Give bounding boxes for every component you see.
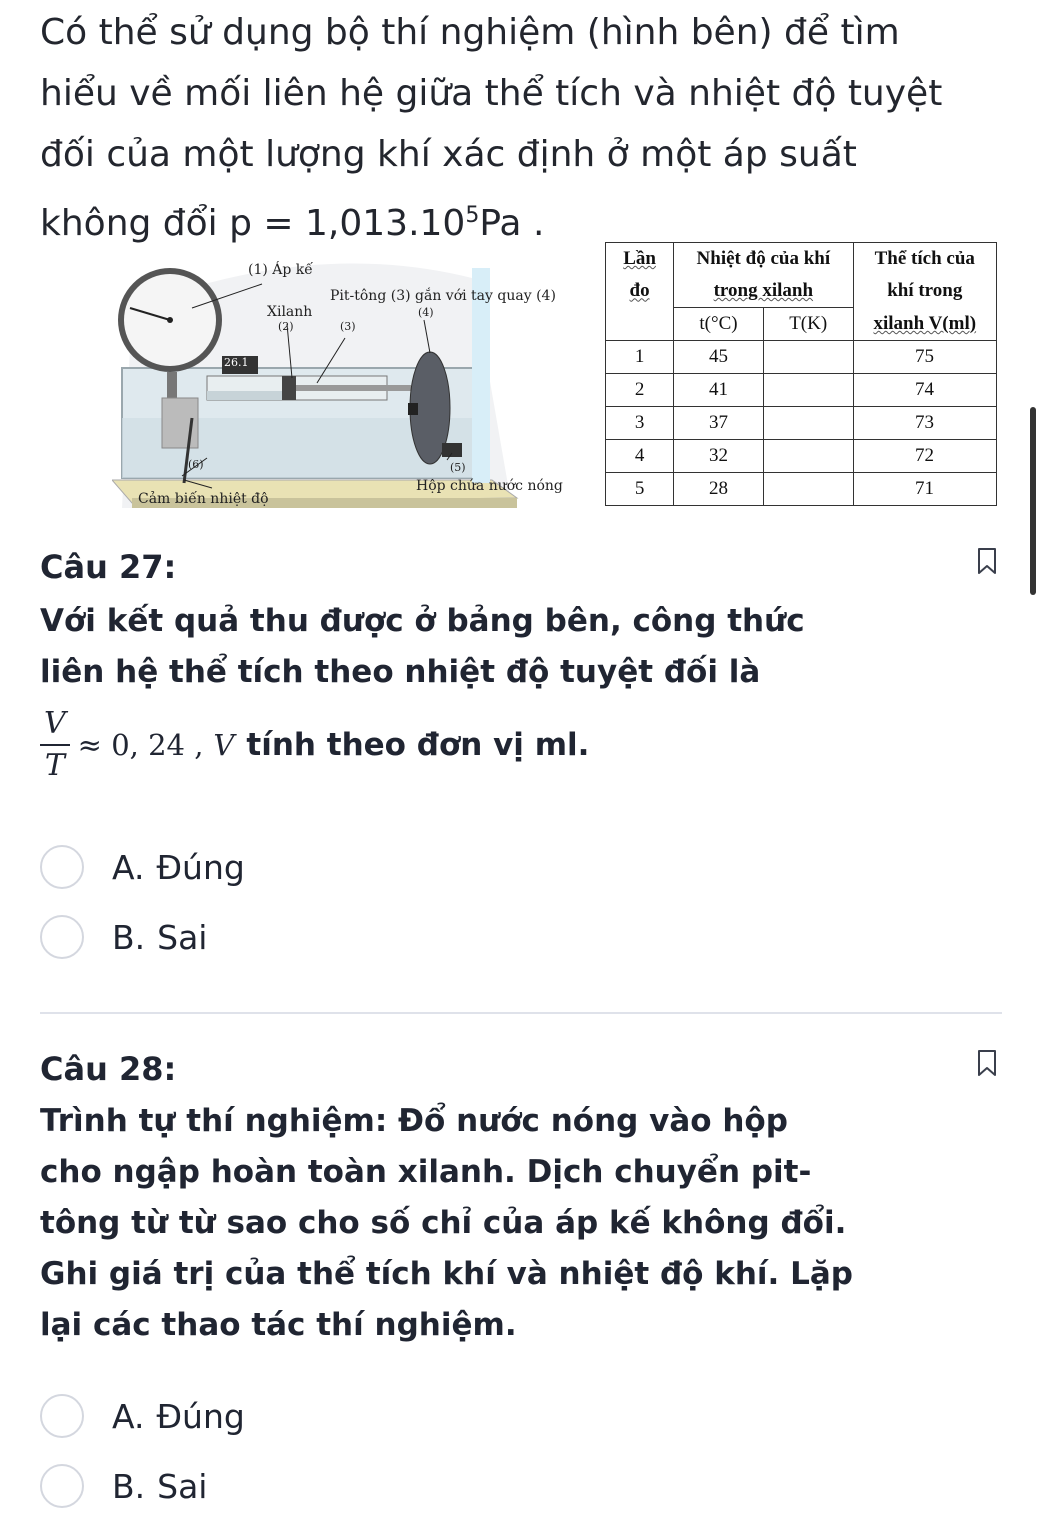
radio-button[interactable] bbox=[40, 845, 84, 889]
intro-line: hiểu về mối liên hệ giữa thể tích và nhiệt độ tuyệt bbox=[40, 73, 943, 114]
label-cylinder-number: (2) bbox=[278, 320, 294, 333]
th-temp: Nhiệt độ của khí bbox=[674, 243, 853, 276]
label-piston-number: (3) bbox=[340, 320, 356, 333]
th-celsius: t(°C) bbox=[674, 308, 764, 341]
cell-n: 3 bbox=[606, 407, 674, 440]
intro-line-text: Pa . bbox=[479, 203, 545, 244]
cell-n: 4 bbox=[606, 440, 674, 473]
scrollbar-thumb[interactable] bbox=[1030, 407, 1036, 595]
fraction-numerator: V bbox=[40, 704, 70, 746]
th-lan: Lần bbox=[606, 243, 674, 276]
th-empty bbox=[606, 308, 674, 341]
bookmark-icon[interactable] bbox=[978, 1050, 996, 1076]
cell-T bbox=[763, 440, 853, 473]
option-letter: A. bbox=[112, 847, 145, 887]
cell-T bbox=[763, 374, 853, 407]
th-vol2: khí trong bbox=[853, 275, 996, 308]
exponent: 5 bbox=[465, 203, 480, 228]
option-letter: B. bbox=[112, 917, 146, 957]
radio-button[interactable] bbox=[40, 915, 84, 959]
q27-question bbox=[40, 596, 1000, 698]
th-kelvin: T(K) bbox=[763, 308, 853, 341]
label-piston: Pit-tông (3) gắn với tay quay (4) bbox=[330, 288, 556, 304]
bookmark-icon[interactable] bbox=[978, 548, 996, 574]
cell-n: 1 bbox=[606, 341, 674, 374]
label-sensor: Cảm biến nhiệt độ bbox=[138, 491, 269, 507]
radio-button[interactable] bbox=[40, 1394, 84, 1438]
label-gauge: (1) Áp kế bbox=[248, 262, 313, 278]
table-row bbox=[606, 473, 997, 506]
cell-n: 2 bbox=[606, 374, 674, 407]
data-table bbox=[605, 242, 997, 506]
option-text: Đúng bbox=[156, 1396, 245, 1436]
th-vol: Thể tích của bbox=[853, 243, 996, 276]
cell-t: 41 bbox=[674, 374, 764, 407]
option-text: Đúng bbox=[156, 847, 245, 887]
label-water-box: Hộp chứa nước nóng bbox=[416, 478, 563, 494]
q27-line: tính theo đơn vị ml. bbox=[246, 726, 590, 763]
intro-line-text: không đổi p = 1,013.10 bbox=[40, 203, 466, 244]
label-crank-number: (4) bbox=[418, 306, 434, 319]
intro-line: đối của một lượng khí xác định ở một áp suất bbox=[40, 134, 857, 175]
q28-option-a[interactable] bbox=[40, 1390, 245, 1442]
q27-option-a[interactable] bbox=[40, 841, 245, 893]
q27-formula-line bbox=[40, 704, 1000, 786]
q27-title: Câu 27: bbox=[40, 548, 177, 586]
intro-line: Có thể sử dụng bộ thí nghiệm (hình bên) để tìm bbox=[40, 12, 900, 53]
cell-T bbox=[763, 473, 853, 506]
q28-line: cho ngập hoàn toàn xilanh. Dịch chuyển pit- bbox=[40, 1154, 812, 1190]
radio-button[interactable] bbox=[40, 1464, 84, 1508]
th-temp2: trong xilanh bbox=[674, 275, 853, 308]
q28-title: Câu 28: bbox=[40, 1050, 177, 1088]
q28-line: Trình tự thí nghiệm: Đổ nước nóng vào hộp bbox=[40, 1103, 788, 1139]
intro-paragraph bbox=[40, 2, 1000, 254]
variable-v: V bbox=[213, 727, 235, 762]
cell-n: 5 bbox=[606, 473, 674, 506]
q28-question bbox=[40, 1096, 1000, 1351]
cell-v: 75 bbox=[853, 341, 996, 374]
sensor-display: 26.1 bbox=[224, 356, 249, 369]
q27-line: Với kết quả thu được ở bảng bên, công thức bbox=[40, 603, 805, 639]
question-divider bbox=[40, 1012, 1002, 1014]
option-text: Sai bbox=[157, 917, 208, 957]
th-do: đo bbox=[606, 275, 674, 308]
q28-option-b[interactable] bbox=[40, 1460, 207, 1512]
cell-t: 37 bbox=[674, 407, 764, 440]
th-vol3: xilanh V(ml) bbox=[853, 308, 996, 341]
option-letter: A. bbox=[112, 1396, 145, 1436]
cell-v: 71 bbox=[853, 473, 996, 506]
table-row bbox=[606, 341, 997, 374]
table-row bbox=[606, 440, 997, 473]
q28-line: Ghi giá trị của thể tích khí và nhiệt độ khí. Lặp bbox=[40, 1256, 853, 1292]
q27-option-b[interactable] bbox=[40, 911, 207, 963]
apparatus-figure bbox=[112, 248, 582, 518]
q28-line: tông từ từ sao cho số chỉ của áp kế không đổi. bbox=[40, 1205, 847, 1241]
option-letter: B. bbox=[112, 1466, 146, 1506]
cell-v: 73 bbox=[853, 407, 996, 440]
option-text: Sai bbox=[157, 1466, 208, 1506]
label-6: (6) bbox=[188, 458, 204, 471]
q27-line: liên hệ thể tích theo nhiệt độ tuyệt đối là bbox=[40, 654, 761, 690]
table-row bbox=[606, 374, 997, 407]
q28-line: lại các thao tác thí nghiệm. bbox=[40, 1307, 517, 1343]
label-cylinder: Xilanh bbox=[267, 304, 313, 320]
cell-t: 32 bbox=[674, 440, 764, 473]
cell-v: 74 bbox=[853, 374, 996, 407]
cell-T bbox=[763, 407, 853, 440]
cell-v: 72 bbox=[853, 440, 996, 473]
cell-t: 28 bbox=[674, 473, 764, 506]
fraction-denominator: T bbox=[44, 748, 65, 783]
table-row bbox=[606, 407, 997, 440]
cell-t: 45 bbox=[674, 341, 764, 374]
fraction-v-over-t bbox=[40, 704, 70, 786]
cell-T bbox=[763, 341, 853, 374]
label-5: (5) bbox=[450, 461, 466, 474]
approx-value: ≈ 0, 24 , bbox=[77, 727, 204, 762]
